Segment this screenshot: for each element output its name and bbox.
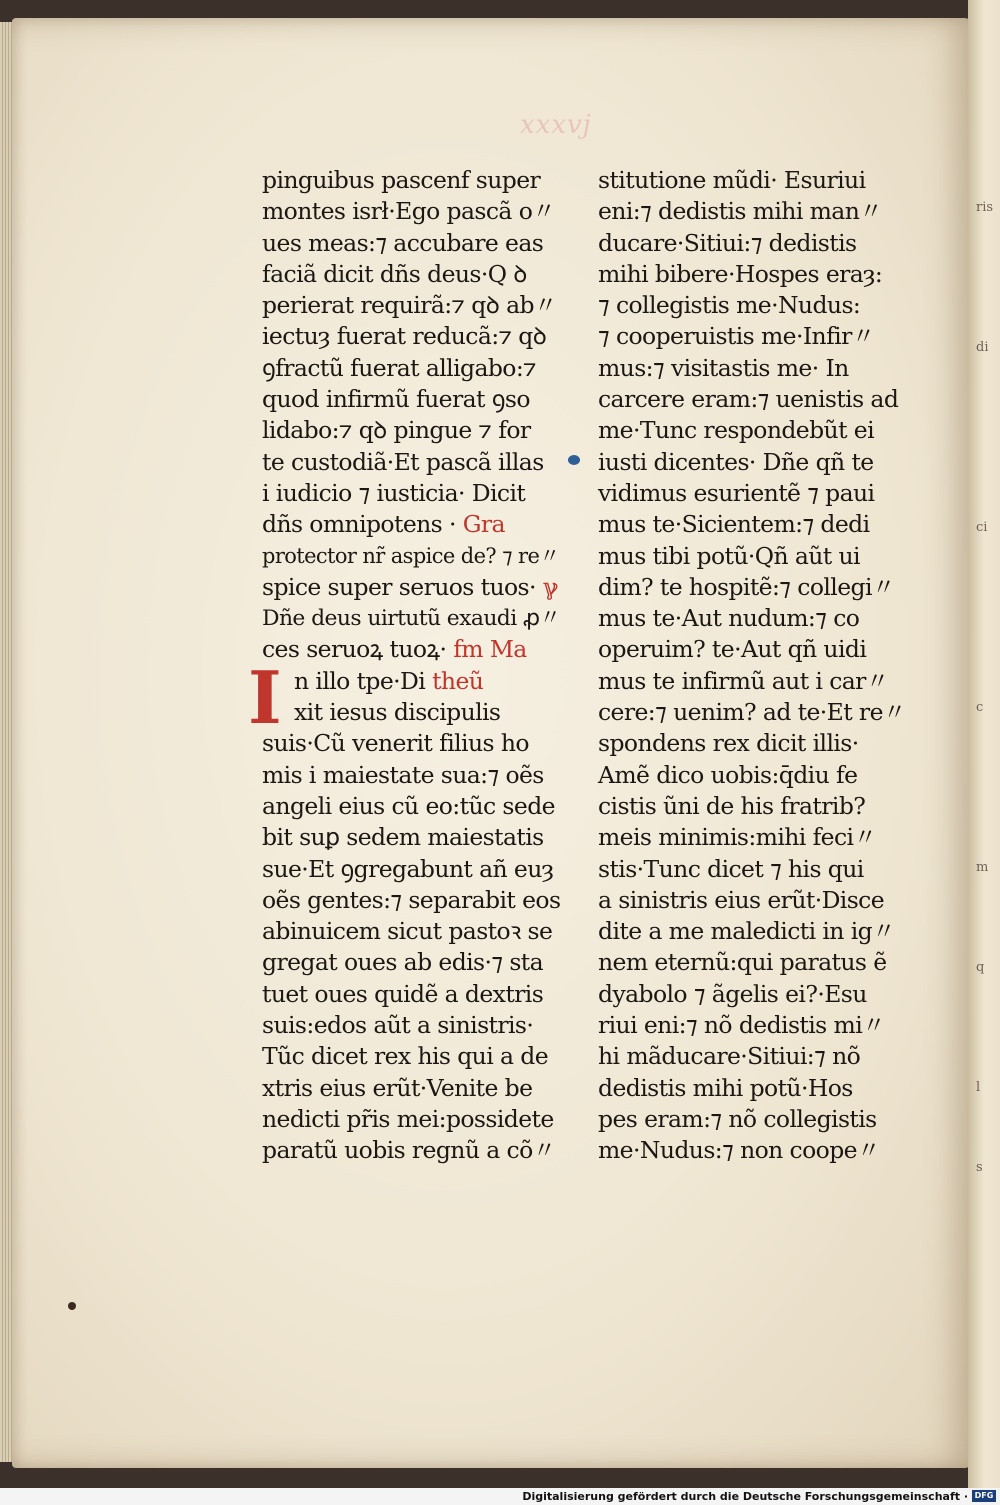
text-line (262, 1104, 562, 1135)
text-line: riui eni:⁊ nõ dedistis mi〃 (598, 1011, 886, 1040)
right-text-column (598, 165, 908, 1167)
text-line: mus:⁊ visitastis me· In (598, 353, 849, 382)
text-line (262, 353, 562, 384)
line-text: abinuicem sicut pastoꝛ se (262, 917, 553, 946)
text-line: eni:⁊ dedistis mihi man〃 (598, 197, 883, 226)
text-line: iusti dicentes· Dñe qñ te (598, 447, 874, 476)
text-line (262, 822, 562, 853)
line-text: Dñe deus uirtutũ exaudi ꝓ〃 (262, 606, 561, 632)
text-line (262, 791, 562, 822)
line-text: lidabo:⁊ qꝺ pingue ⁊ for (262, 416, 531, 445)
line-text: protector nr̃ aspice de? ⁊ re〃 (262, 543, 560, 568)
text-line (262, 196, 562, 227)
text-line: mus te·Sicientem:⁊ dedi (598, 510, 870, 539)
text-line: a sinistris eius erũt·Disce (598, 885, 885, 914)
text-line (262, 1010, 562, 1041)
text-line (262, 916, 562, 947)
text-line: operuim? te·Aut qñ uidi (598, 635, 867, 664)
edge-fragment: s (976, 1160, 983, 1175)
text-line (262, 447, 562, 478)
line-text: pinguibus pascenf super (262, 166, 541, 194)
text-line (262, 697, 562, 728)
edge-fragment: c (976, 700, 984, 715)
line-text: mis i maiestate sua:⁊ oẽs (262, 760, 544, 789)
text-line: dedistis mihi potũ·Hos (598, 1073, 853, 1102)
footer-credit: Digitalisierung gefördert durch die Deutsche Forschungsgemeinschaft · (522, 1490, 968, 1503)
line-text: iectuȝ fuerat reducã:⁊ qꝺ (262, 322, 547, 351)
line-text: faciã dicit dñs deus·Q ꝺ (262, 259, 527, 288)
recto-page-edge (968, 0, 1000, 1488)
line-text: ꝯfractũ fuerat alligabo:⁊ (262, 353, 537, 382)
text-line (262, 478, 562, 509)
text-line (262, 634, 562, 665)
line-text: Tũc dicet rex his qui a de (262, 1042, 549, 1071)
line-text: xit iesus discipulis (294, 698, 501, 727)
text-line (262, 1041, 562, 1072)
text-line: mus te·Aut nudum:⁊ co (598, 604, 860, 633)
text-line (262, 259, 562, 290)
text-line: cere:⁊ uenim? ad te·Et re〃 (598, 698, 906, 727)
rubric-v: ℽ (535, 572, 558, 601)
text-line (262, 290, 562, 321)
text-line (262, 979, 562, 1010)
text-line: dite a me maledicti in ig〃 (598, 917, 895, 946)
line-text: te custodiã·Et pascã illas (262, 447, 544, 476)
text-line (262, 541, 562, 572)
line-text: paratũ uobis regnũ a cõ〃 (262, 1136, 556, 1165)
line-text: quod infirmũ fuerat ꝯso (262, 385, 530, 414)
text-line: me·Nudus:⁊ non coope〃 (598, 1136, 880, 1165)
rubric-gra: Gra (455, 510, 505, 539)
line-text: sue·Et ꝯgregabunt añ euȝ (262, 854, 554, 883)
text-line (262, 1135, 562, 1166)
edge-fragment: m (976, 860, 989, 875)
edge-fragment: ris (976, 200, 994, 215)
ink-spot (68, 1302, 76, 1310)
decorated-initial: I (248, 654, 282, 740)
line-text: gregat oues ab edis·⁊ sta (262, 948, 544, 977)
text-line: ducare·Sitiui:⁊ dedistis (598, 228, 857, 257)
text-line (262, 165, 562, 196)
text-line: mihi bibere·Hospes eraȝ: (598, 259, 883, 288)
text-line (262, 572, 562, 603)
text-line (262, 509, 562, 540)
text-line (262, 760, 562, 791)
text-line: meis minimis:mihi feci〃 (598, 823, 877, 852)
line-text: perierat requirã:⁊ qꝺ ab〃 (262, 291, 557, 320)
ink-blot (568, 455, 580, 465)
edge-fragment: l (976, 1080, 981, 1095)
line-text: angeli eius cũ eo:tũc sede (262, 791, 555, 820)
line-text: nedicti pr̃is mei:possidete (262, 1104, 554, 1133)
text-line: pes eram:⁊ nõ collegistis (598, 1104, 877, 1133)
text-line: spondens rex dicit illis· (598, 729, 859, 758)
line-text: suis·Cũ venerit filius ho (262, 729, 529, 758)
text-line: hi mãducare·Sitiui:⁊ nõ (598, 1042, 861, 1071)
text-line: ⁊ cooperuistis me·Infir〃 (598, 322, 875, 351)
line-text: i iudicio ⁊ iusticia· Dicit (262, 478, 526, 507)
text-line (262, 384, 562, 415)
line-text: montes isrł·Ego pascã o〃 (262, 197, 556, 226)
text-line (262, 728, 562, 759)
text-line: ⁊ collegistis me·Nudus: (598, 291, 861, 320)
text-line: stis·Tunc dicet ⁊ his qui (598, 854, 864, 883)
folio-number: xxxvj (520, 110, 592, 140)
text-line: nem eternũ:qui paratus ẽ (598, 948, 887, 977)
edge-fragment: di (976, 340, 989, 355)
text-line (262, 854, 562, 885)
text-line: mus te infirmũ aut i car〃 (598, 666, 889, 695)
text-line (262, 666, 562, 697)
edge-fragment: ci (976, 520, 988, 535)
text-line: Amẽ dico uobis:q̄diu fe (598, 760, 858, 789)
line-text: oẽs gentes:⁊ separabit eos (262, 885, 561, 914)
text-line: mus tibi potũ·Qñ aũt ui (598, 541, 860, 570)
line-text: n illo tpe·Di (294, 666, 426, 695)
text-line (262, 321, 562, 352)
line-text: bit suꝑ sedem maiestatis (262, 823, 544, 852)
text-line: carcere eram:⁊ uenistis ad (598, 385, 899, 414)
rubric-theu: theũ (425, 666, 484, 695)
text-line: dyabolo ⁊ ãgelis ei?·Esu (598, 979, 867, 1008)
rubric-fm: fm Ma (446, 635, 527, 664)
text-line (262, 603, 562, 634)
line-text: spice super seruos tuos· (262, 572, 536, 601)
line-text: tuet oues quidẽ a dextris (262, 979, 544, 1008)
text-line: dim? te hospitẽ:⁊ collegi〃 (598, 572, 895, 601)
footer-bar (0, 1488, 1000, 1505)
line-text: ces seruoꝝ tuoꝝ· (262, 635, 447, 664)
text-line (262, 415, 562, 446)
text-line (262, 885, 562, 916)
text-line: vidimus esurientẽ ⁊ paui (598, 478, 875, 507)
left-text-column (248, 165, 562, 1167)
text-line: me·Tunc respondebũt ei (598, 416, 875, 445)
text-line (262, 228, 562, 259)
dfg-logo: DFG (972, 1490, 996, 1502)
line-text: xtris eius erũt·Venite be (262, 1073, 533, 1102)
line-text: dñs omnipotens · (262, 510, 456, 539)
edge-fragment: q (976, 960, 985, 975)
text-line (262, 947, 562, 978)
line-text: suis:edos aũt a sinistris· (262, 1011, 534, 1040)
line-text: ues meas:⁊ accubare eas (262, 228, 544, 257)
text-line (262, 1073, 562, 1104)
text-line: cistis ũni de his fratrib? (598, 791, 866, 820)
text-line: stitutione mũdi· Esuriui (598, 166, 866, 194)
